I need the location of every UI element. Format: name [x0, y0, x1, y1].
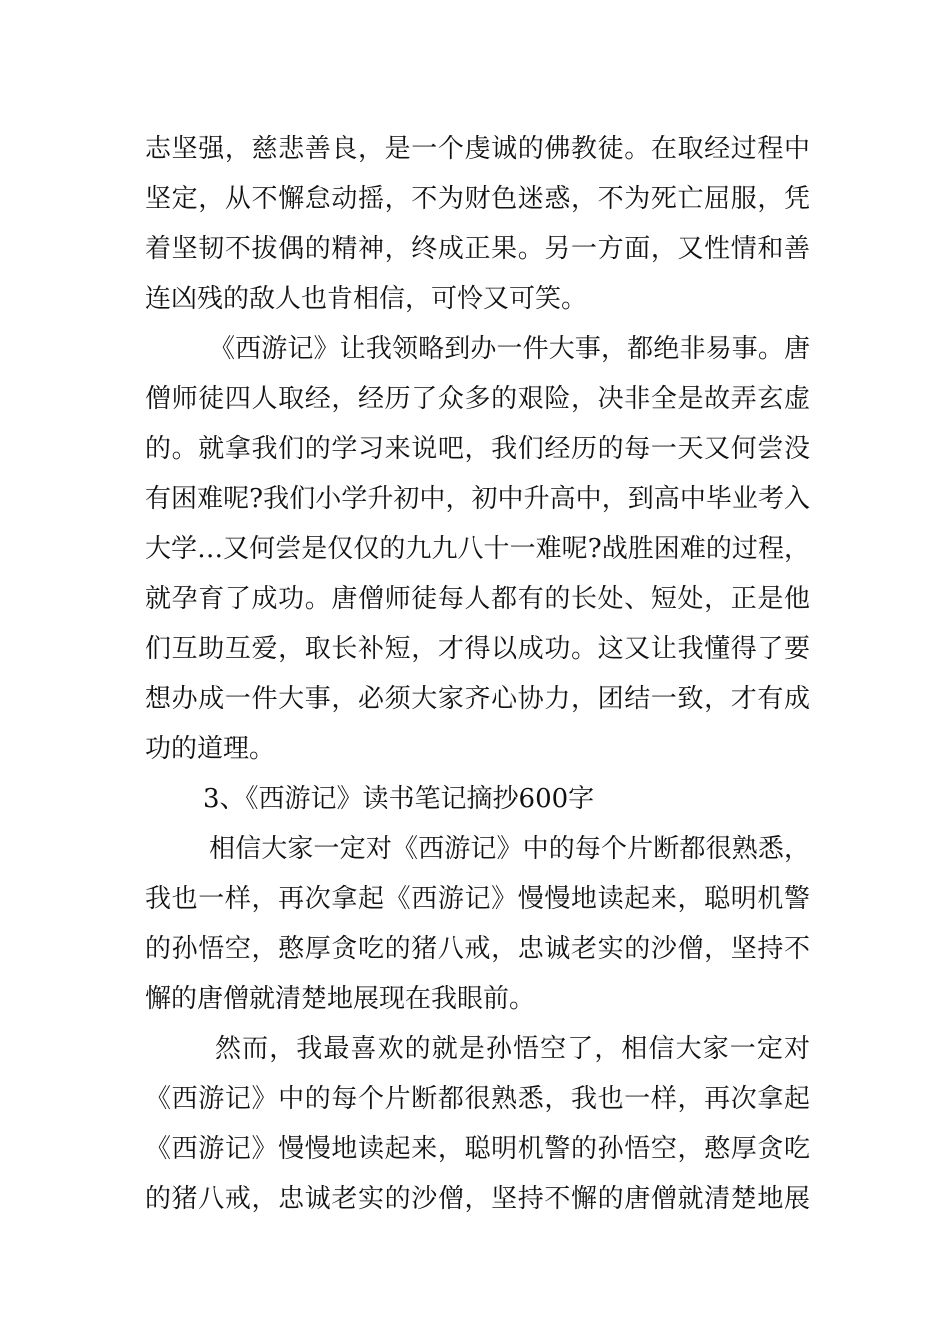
- paragraph-2-line-1: 《西游记》让我领略到办一件大事，都绝非易事。唐: [209, 334, 810, 364]
- paragraph-2-line-6: 就孕育了成功。唐僧师徒每人都有的长处、短处，正是他: [145, 584, 810, 614]
- paragraph-3-line-3: 的孙悟空，憨厚贪吃的猪八戒，忠诚老实的沙僧，坚持不: [145, 934, 810, 964]
- paragraph-1-line-4: 连凶残的敌人也肯相信，可怜又可笑。: [145, 284, 588, 314]
- paragraph-2-line-5: 大学…又何尝是仅仅的九九八十一难呢?战胜困难的过程，: [145, 534, 810, 564]
- paragraph-2-line-4: 有困难呢?我们小学升初中，初中升高中，到高中毕业考入: [145, 484, 810, 514]
- paragraph-2-line-8: 想办成一件大事，必须大家齐心协力，团结一致，才有成: [145, 684, 810, 714]
- paragraph-2-line-7: 们互助互爱，取长补短，才得以成功。这又让我懂得了要: [145, 634, 810, 664]
- paragraph-1-line-2: 坚定，从不懈怠动摇，不为财色迷惑，不为死亡屈服，凭: [145, 184, 810, 214]
- paragraph-3-line-4: 懈的唐僧就清楚地展现在我眼前。: [145, 984, 536, 1014]
- paragraph-2-line-9: 功的道理。: [145, 734, 276, 764]
- paragraph-4-line-3: 《西游记》慢慢地读起来，聪明机警的孙悟空，憨厚贪吃: [145, 1134, 810, 1164]
- paragraph-2-line-3: 的。就拿我们的学习来说吧，我们经历的每一天又何尝没: [145, 434, 810, 464]
- paragraph-4-line-4: 的猪八戒，忠诚老实的沙僧，坚持不懈的唐僧就清楚地展: [145, 1184, 810, 1214]
- paragraph-1-line-3: 着坚韧不拔偶的精神，终成正果。另一方面，又性情和善: [145, 234, 810, 264]
- paragraph-2-line-2: 僧师徒四人取经，经历了众多的艰险，决非全是故弄玄虚: [145, 384, 810, 414]
- paragraph-4-line-2: 《西游记》中的每个片断都很熟悉，我也一样，再次拿起: [145, 1084, 810, 1114]
- paragraph-1-line-1: 志坚强，慈悲善良，是一个虔诚的佛教徒。在取经过程中: [145, 134, 810, 164]
- paragraph-3-line-1: 相信大家一定对《西游记》中的每个片断都很熟悉，: [209, 834, 810, 864]
- section-heading: 3、《西游记》读书笔记摘抄600字: [203, 784, 595, 814]
- paragraph-4-line-1: 然而，我最喜欢的就是孙悟空了，相信大家一定对: [215, 1034, 810, 1064]
- paragraph-3-line-2: 我也一样，再次拿起《西游记》慢慢地读起来，聪明机警: [145, 884, 810, 914]
